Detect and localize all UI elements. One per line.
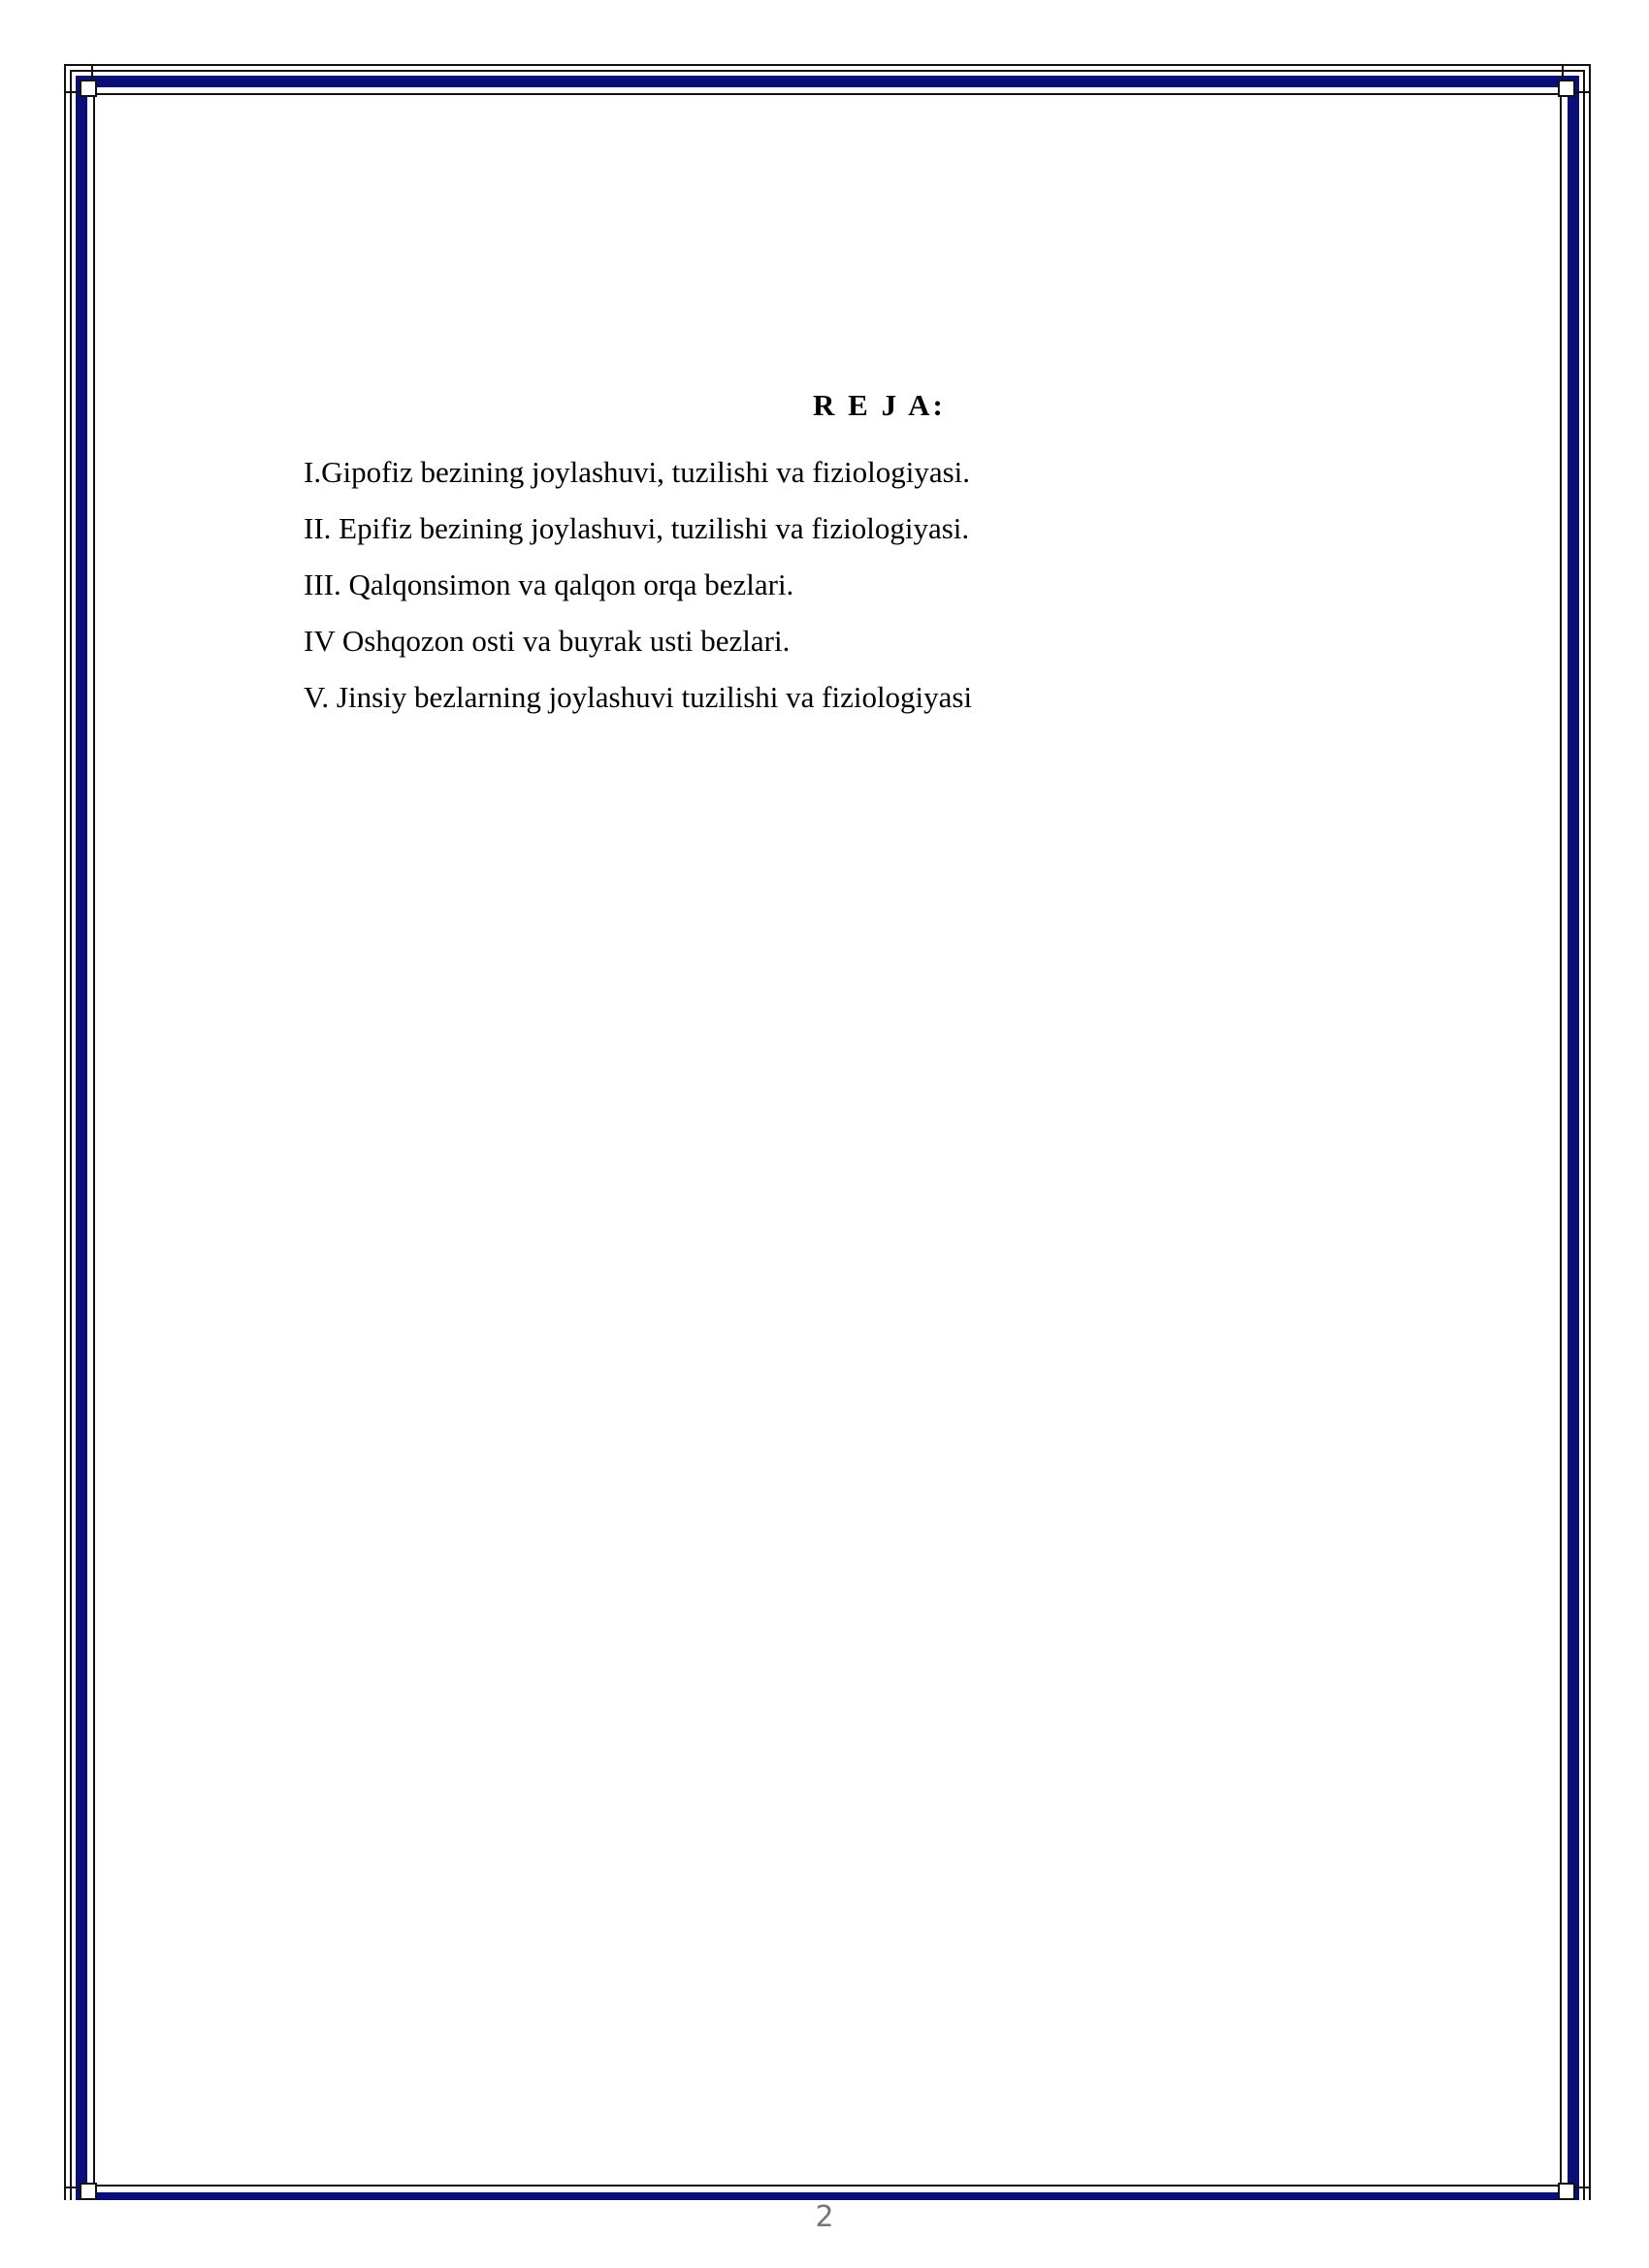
plan-item-4: IV Oshqozon osti va buyrak usti bezlari.	[304, 624, 791, 658]
corner-ornament-top-left	[64, 64, 97, 97]
page-number-text: 2	[807, 2200, 841, 2234]
page-number	[0, 2200, 1649, 2234]
plan-item-5: V. Jinsiy bezlarning joylashuvi tuzilishi va fiziologiyasi	[304, 680, 973, 714]
plan-item-3: III. Qalqonsimon va qalqon orqa bezlari.	[304, 567, 794, 601]
plan-list	[304, 444, 972, 726]
plan-title: R E J A:	[813, 388, 946, 422]
plan-item-2: II. Epifiz bezining joylashuvi, tuzilishi va fiziologiyasi.	[304, 511, 970, 545]
corner-ornament-top-right	[1558, 64, 1591, 97]
plan-item-1: I.Gipofiz bezining joylashuvi, tuzilishi va fiziologiyasi.	[304, 455, 971, 489]
